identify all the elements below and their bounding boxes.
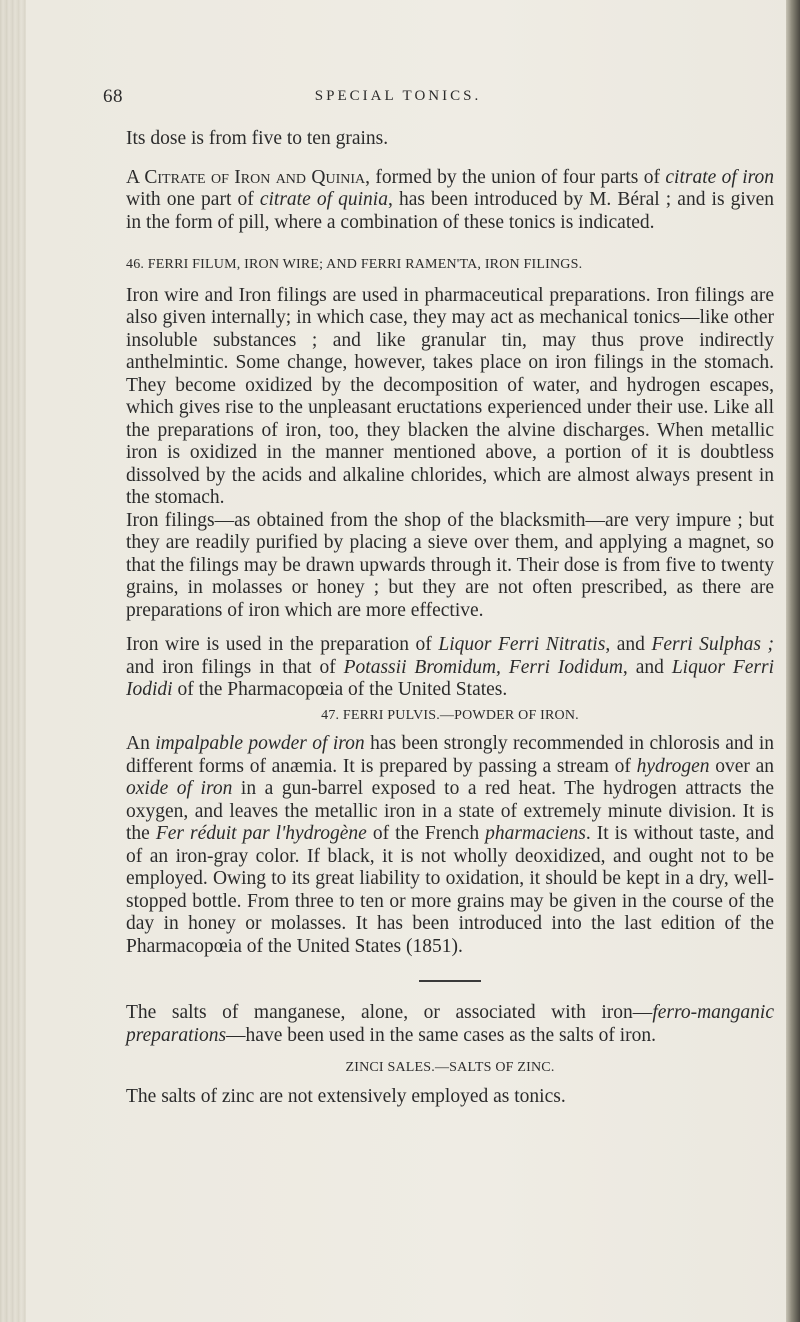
prep-italic-1: Liquor Ferri Nitratis: [438, 634, 606, 655]
citrate-text-3: , has been introduced by M. Béral ; and is given in the form of pill, where a combination of these tonics is indicated.: [126, 189, 774, 233]
powder-text-5: of the French: [366, 823, 486, 844]
paragraph-citrate: [126, 167, 774, 235]
paragraph-zinc: The salts of zinc are not extensively employed as tonics.: [126, 1085, 566, 1107]
powder-italic-5: pharmaciens: [485, 823, 586, 844]
page-body: [126, 128, 774, 1108]
powder-text-6: . It is without taste, and of an iron-gray color. If black, it is not wholly deoxidized, and ought not to be employed. Owing to its great liability to oxidation, it should be kept in a dry, well-stopped bottle. From three to ten or more grains may be given in the course of the day in honey or molasses. It has been introduced into the last edition of the Pharmacopœia of the United States (1851).: [126, 823, 774, 957]
paragraph-preparations: [126, 634, 774, 702]
prep-italic-3: Potassii Bromidum, Ferri Iodidum: [343, 656, 623, 678]
prep-text-2: , and: [605, 634, 652, 655]
powder-italic-3: oxide of iron: [126, 778, 233, 799]
paragraph-iron-wire: Iron wire and Iron filings are used in pharmaceutical preparations. Iron filings are also given internally; in which case, they may act as mechanical tonics—like other insoluble substances ; and like granular tin, may thus prove indirectly anthelmintic. Some change, however, takes place on iron filings in the stomach. They become oxidized by the decomposition of water, and hydrogen escapes, which gives rise to the unpleasant eructations experienced under their use. Like all the preparations of iron, too, they blacken the alvine discharges. When metallic iron is oxidized in the manner mentioned above, a portion of it is doubtless dissolved by the acids and alkaline chlorides, which are almost always present in the stomach.: [126, 284, 774, 508]
citrate-text-1: , formed by the union of four parts of: [365, 166, 666, 188]
powder-text-1: An: [126, 733, 156, 754]
powder-italic-1: impalpable powder of iron: [155, 733, 365, 754]
prep-italic-2: Ferri Sulphas ;: [651, 634, 774, 655]
manganese-italic-1: ferro-manganic preparations: [126, 1002, 774, 1046]
section-divider: [419, 980, 481, 982]
paragraph-powder-of-iron: [126, 733, 774, 958]
section-heading-zinc: ZINCI SALES.—SALTS OF ZINC.: [345, 1060, 555, 1075]
section-heading-46: 46. FERRI FILUM, IRON WIRE; AND FERRI RAMEN'TA, IRON FILINGS.: [126, 257, 583, 272]
citrate-italic-1: citrate of iron: [665, 166, 775, 188]
paragraph-iron-filings: Iron filings—as obtained from the shop of the blacksmith—are very impure ; but they are readily purified by placing a sieve over them, and applying a magnet, so that the filings may be drawn upwards through it. Their dose is from five to twenty grains, in molasses or honey ; but they are not often prescribed, as there are preparations of iron which are more effective.: [126, 509, 774, 621]
page-number: 68: [103, 86, 123, 107]
prep-text-1: Iron wire is used in the preparation of: [126, 634, 439, 655]
citrate-text-2: with one part of: [126, 189, 260, 210]
prep-italic-4: Liquor Ferri Iodidi: [126, 656, 775, 700]
powder-text-4: in a gun-barrel exposed to a red heat. The hydrogen attracts the oxygen, and leaves the metallic iron in a state of extremely minute division. It is the: [126, 778, 774, 844]
manganese-text-1: The salts of manganese, alone, or associated with iron—: [126, 1002, 653, 1023]
powder-text-3: over an: [709, 755, 774, 777]
prep-text-5: of the Pharmacopœia of the United States.: [172, 679, 508, 700]
page-edge-shadow: [786, 0, 800, 1322]
running-head: SPECIAL TONICS.: [314, 88, 482, 104]
manganese-text-2: —have been used in the same cases as the salts of iron.: [226, 1024, 656, 1046]
powder-italic-2: hydrogen: [636, 755, 710, 777]
powder-text-2: has been strongly recommended in chlorosis and in different forms of anæmia. It is prepared by passing a stream of: [126, 733, 774, 777]
paragraph-manganese: [126, 1002, 774, 1047]
powder-italic-4: Fer réduit par l'hydrogène: [155, 823, 367, 844]
page-gutter-shadow: [0, 0, 26, 1322]
citrate-lead: A Citrate of Iron and Quinia: [126, 166, 366, 188]
prep-text-4: , and: [622, 656, 672, 678]
citrate-italic-2: citrate of quinia: [259, 189, 388, 210]
prep-text-3: and iron filings in that of: [126, 656, 344, 678]
section-heading-47: 47. FERRI PULVIS.—POWDER OF IRON.: [321, 707, 579, 723]
paragraph-dose: Its dose is from five to ten grains.: [126, 128, 389, 149]
